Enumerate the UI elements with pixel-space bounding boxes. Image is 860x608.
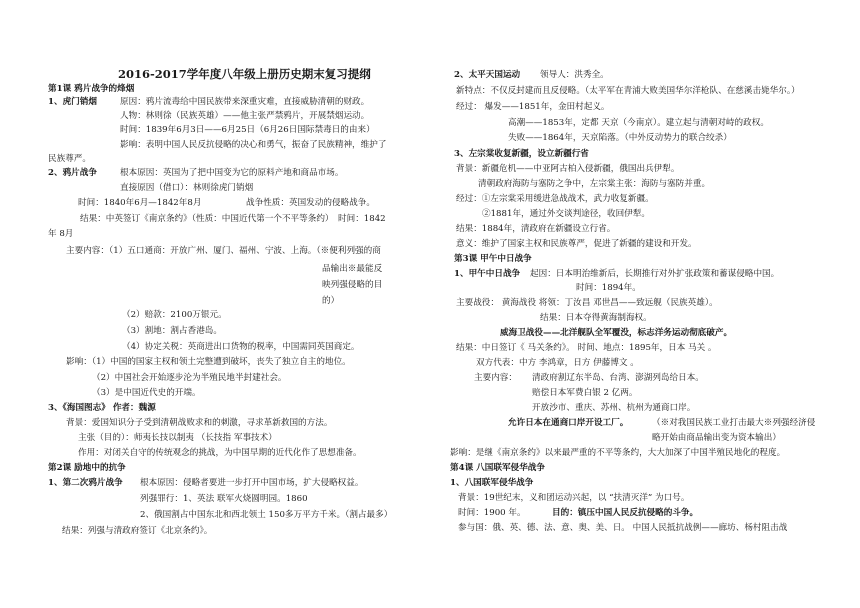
lesson-4-heading: 第4课 八国联军侵华战争: [450, 463, 545, 473]
text-line: 结果：中日签订《 马关条约》。 时间、地点：1895年，日本 马关 。: [456, 343, 717, 353]
text-line: 清政府割辽东半岛、台湾、澎湖列岛给日本。: [532, 373, 704, 383]
lesson-2-heading: 第2课 励地中的抗争: [48, 463, 126, 473]
text-line: 领导人：洪秀全。: [540, 70, 609, 80]
text-line: 影响：（1）中国的国家主权和领土完整遭到破坏，丧失了独立自主的地位。: [66, 357, 351, 367]
text-line: （3）割地：割占香港岛。: [122, 326, 222, 336]
section-humen: 1、虎门销烟: [48, 97, 97, 107]
section-taiping: 2、太平天国运动: [454, 70, 521, 80]
section-xinjiang: 3、左宗棠收复新疆，设立新疆行省: [454, 149, 589, 159]
text-line: 结果：中英签订《南京条约》（性质：中国近代第一个不平等条约）: [80, 214, 334, 224]
lesson-1-heading: 第1课 鸦片战争的烽烟: [48, 84, 135, 94]
text-line: 时间：1842: [338, 214, 386, 224]
text-line: 高潮——1853年，定都 天京（今南京）。建立起与清朝对峙的政权。: [508, 118, 769, 128]
text-line: 开放沙市、重庆、苏州、杭州为通商口岸。: [532, 403, 696, 413]
text-line: 经过： 爆发——1851年，金田村起义。: [456, 102, 610, 112]
text-line: 背景：爱国知识分子受到清朝战败求和的刺激，寻求革新救国的方法。: [66, 418, 333, 428]
text-line: 战争性质：英国发动的侵略战争。: [246, 198, 375, 208]
text-line: 主要内容：: [474, 373, 517, 383]
text-line: （2）赔款：2100万银元。: [122, 310, 227, 320]
text-line: 直接原因（借口）：林则徐虎门销烟: [120, 183, 254, 193]
text-line: （3）是中国近代史的开端。: [92, 388, 201, 398]
text-line: 赔偿日本军费白银 2 亿两。: [532, 388, 638, 398]
text-line: 作用：对闭关自守的传统观念的挑战，为中国早期的近代化作了思想准备。: [78, 448, 362, 458]
text-line: （4）协定关税：英商进出口货物的税率，中国需同英国商定。: [122, 342, 360, 352]
text-line: 时间：1839年6月3日——6月25日（6月26日国际禁毒日的由来）: [120, 125, 375, 135]
text-line: 结果：1884年，清政府在新疆设立行省。: [456, 224, 616, 234]
section-second-opium-war: 1、第二次鸦片战争: [48, 478, 123, 488]
text-line: ②1881年，通过外交谈判途径，收回伊犁。: [482, 209, 650, 219]
text-line: 允许日本在通商口岸开设工厂。: [508, 418, 629, 428]
text-line: 映列强侵略的目: [322, 280, 383, 290]
text-line: 民族尊严。: [48, 154, 91, 164]
text-line: 时间：1900 年。: [458, 508, 526, 518]
text-line: 失败——1864年，天京陷落。（中外反动势力的联合绞杀）: [508, 133, 732, 143]
text-line: 影响：表明中国人民反抗侵略的决心和勇气，振奋了民族精神，维护了: [120, 140, 387, 150]
page-title: 2016-2017学年度八年级上册历史期末复习提纲: [118, 67, 371, 81]
text-line: 结果：列强与清政府签订《北京条约》。: [62, 526, 213, 536]
text-line: 经过：①左宗棠采用缓进急战战术，武力收复新疆。: [456, 194, 654, 204]
text-line: 主张（目的）：师夷长技以制夷 （长技指 军事技术）: [78, 433, 277, 443]
section-haiguo-tuzhi: 3、《海国图志》 作者：魏源: [48, 403, 156, 413]
section-opium-war: 2、鸦片战争: [48, 168, 97, 178]
text-line: 时间：1894年。: [576, 283, 641, 293]
text-line: 背景：19世纪末，义和团运动兴起，以 “扶清灭洋” 为口号。: [458, 493, 690, 503]
text-line: 根本原因：侵略者要进一步打开中国市场，扩大侵略权益。: [140, 478, 364, 488]
text-line: 双方代表：中方 李鸿章，日方 伊藤博文 。: [476, 358, 639, 368]
text-line: 威海卫战役——北洋舰队全军覆没，标志洋务运动彻底破产。: [500, 328, 733, 338]
text-line: 参与国：俄、英、德、法、意、奥、美、日。 中国人民抵抗战例——廊坊、杨村阻击战: [458, 523, 788, 533]
text-line: 时间：1840年6月—1842年8月: [78, 198, 202, 208]
text-line: 品输出※最能反: [322, 264, 383, 274]
text-line: 根本原因：英国为了把中国变为它的原料产地和商品市场。: [120, 168, 344, 178]
text-line: 新特点：不仅反封建而且反侵略。（太平军在青浦大败美国华尔洋枪队、在慈溪击毙华尔。）: [456, 86, 800, 96]
text-line: 清朝政府海防与塞防之争中，左宗棠主张：海防与塞防并重。: [478, 179, 711, 189]
text-line: 主要战役： 黄海战役 将领：丁汝昌 邓世昌——致远舰（民族英雄）。: [456, 298, 718, 308]
lesson-3-heading: 第3课 甲午中日战争: [454, 254, 532, 264]
text-line: 略开始由商品输出变为资本输出）: [652, 433, 781, 443]
text-line: 人物：林则徐（民族英雄）——他主张严禁鸦片，开展禁烟运动。: [120, 111, 370, 121]
text-line: （2）中国社会开始逐步沦为半殖民地半封建社会。: [92, 373, 287, 383]
text-line: 结果：日本夺得黄海制海权。: [540, 313, 652, 323]
text-line: 年 8月: [48, 229, 74, 239]
text-line: 列强罪行：1、英法 联军火烧圆明园。1860: [140, 494, 308, 504]
text-line: 背景：新疆危机——中亚阿古柏入侵新疆，俄国出兵伊犁。: [456, 164, 680, 174]
text-line: 原因：鸦片流毒给中国民族带来深重灾难，直接威胁清朝的财政。: [120, 97, 370, 107]
text-line: 主要内容：（1）五口通商：开放广州、厦门、福州、宁波、上海。（※便利列强的商: [66, 246, 381, 256]
text-line: 的）: [322, 296, 340, 306]
text-line: 意义：维护了国家主权和民族尊严，促进了新疆的建设和开发。: [456, 239, 697, 249]
text-line: 2、俄国割占中国东北和西北领土 150多万平方千米。（割占最多）: [140, 510, 393, 520]
section-eight-nation: 1、八国联军侵华战争: [450, 478, 534, 488]
section-sino-japanese-war: 1、甲午中日战争: [454, 269, 521, 279]
text-line: （※对我国民族工业打击最大※列强经济侵: [652, 418, 816, 428]
text-line: 目的：镇压中国人民反抗侵略的斗争。: [552, 508, 699, 518]
text-line: 影响：是继《南京条约》以来最严重的不平等条约，大大加深了中国半殖民地化的程度。: [450, 448, 786, 458]
text-line: 起因：日本明治维新后，长期推行对外扩张政策和蓄谋侵略中国。: [530, 269, 780, 279]
